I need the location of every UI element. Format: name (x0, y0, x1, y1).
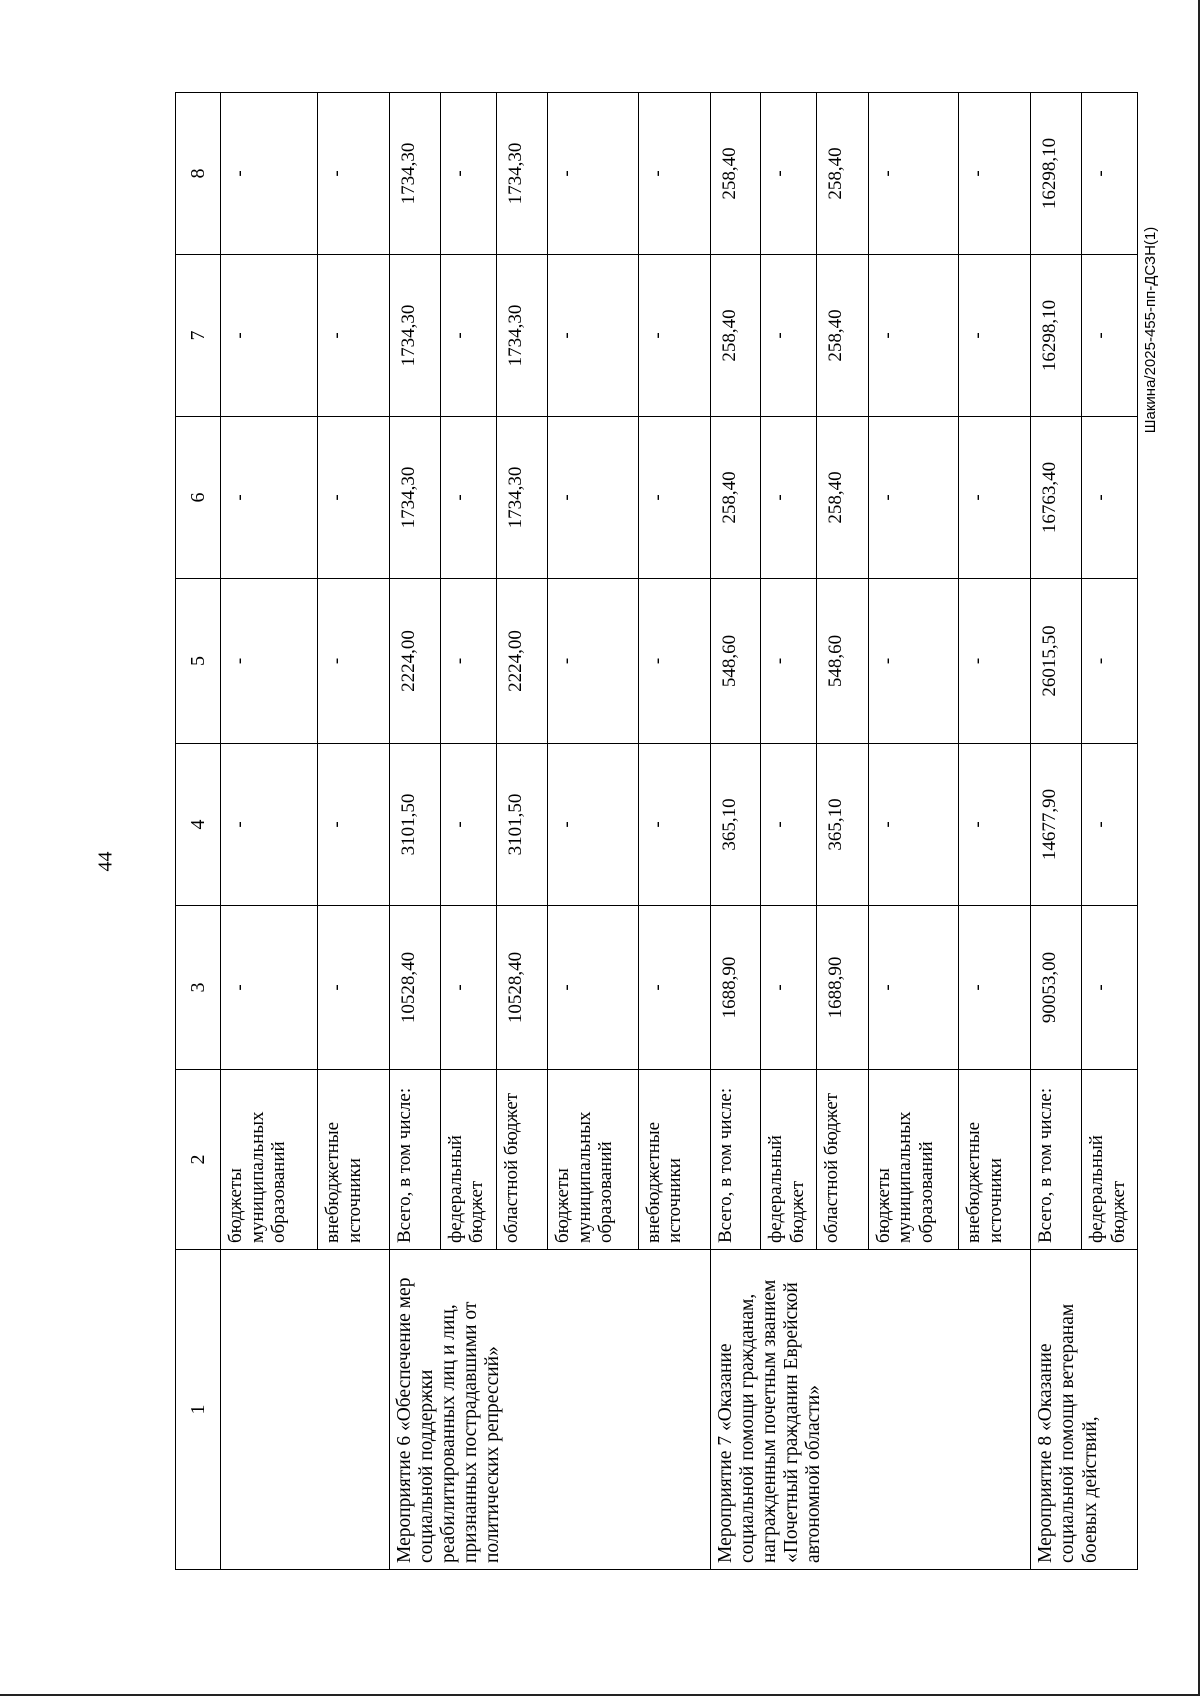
measure-cell: Мероприятие 8 «Оказание социальной помощи ветеранам боевых действий, (1031, 1250, 1138, 1570)
funding-source-cell: бюджеты муниципальных образований (221, 1070, 318, 1250)
value-cell: - (221, 906, 318, 1070)
value-cell: - (318, 255, 390, 417)
value-cell: - (959, 93, 1031, 255)
value-cell: - (440, 906, 496, 1070)
value-cell: - (221, 417, 318, 579)
value-cell: - (221, 744, 318, 906)
value-cell: 1688,90 (817, 906, 869, 1070)
value-cell: - (868, 906, 958, 1070)
value-cell: 365,10 (817, 744, 869, 906)
value-cell: - (318, 93, 390, 255)
value-cell: - (548, 255, 638, 417)
value-cell: - (318, 906, 390, 1070)
value-cell: 548,60 (817, 579, 869, 744)
value-cell: - (959, 744, 1031, 906)
value-cell: 365,10 (710, 744, 761, 906)
value-cell: - (761, 93, 817, 255)
value-cell: 548,60 (710, 579, 761, 744)
value-cell: 3101,50 (496, 744, 548, 906)
value-cell: 10528,40 (390, 906, 441, 1070)
value-cell: 1734,30 (390, 417, 441, 579)
value-cell: - (221, 93, 318, 255)
header-cell: 8 (176, 93, 221, 255)
value-cell: - (638, 579, 710, 744)
value-cell: 1734,30 (496, 417, 548, 579)
page-number: 44 (94, 851, 117, 872)
value-cell: - (638, 255, 710, 417)
value-cell: 2224,00 (496, 579, 548, 744)
measure-cell: Мероприятие 6 «Обеспечение мер социальной поддержки реабилитированных лиц и лиц, признанных пострадавшими от политических репрессий» (390, 1250, 711, 1570)
value-cell: - (221, 579, 318, 744)
value-cell: - (1082, 906, 1138, 1070)
value-cell: - (440, 744, 496, 906)
header-cell: 5 (176, 579, 221, 744)
value-cell: - (638, 417, 710, 579)
value-cell: - (868, 93, 958, 255)
value-cell: 258,40 (817, 93, 869, 255)
value-cell: - (548, 93, 638, 255)
value-cell: - (868, 255, 958, 417)
value-cell: 1734,30 (496, 255, 548, 417)
value-cell: 26015,50 (1031, 579, 1082, 744)
value-cell: - (1082, 93, 1138, 255)
value-cell: - (221, 255, 318, 417)
value-cell: 258,40 (710, 255, 761, 417)
funding-source-cell: внебюджетные источники (638, 1070, 710, 1250)
value-cell: - (548, 417, 638, 579)
value-cell: 16298,10 (1031, 255, 1082, 417)
value-cell: 1688,90 (710, 906, 761, 1070)
value-cell: - (638, 744, 710, 906)
value-cell: - (1082, 417, 1138, 579)
value-cell: - (548, 906, 638, 1070)
measure-cell: Мероприятие 7 «Оказание социальной помощи гражданам, награжденным почетным званием «Почетный гражданин Еврейской автономной области» (710, 1250, 1031, 1570)
value-cell: 3101,50 (390, 744, 441, 906)
funding-source-cell: Всего, в том числе: (390, 1070, 441, 1250)
table-row (710, 93, 761, 1570)
value-cell: - (318, 417, 390, 579)
funding-source-cell: бюджеты муниципальных образований (868, 1070, 958, 1250)
value-cell: - (440, 579, 496, 744)
document-code: Шакина/2025-455-пп-ДСЗН(1) (1142, 226, 1159, 434)
value-cell: - (868, 417, 958, 579)
value-cell: - (548, 744, 638, 906)
value-cell: - (318, 744, 390, 906)
value-cell: - (440, 93, 496, 255)
table-row (221, 93, 318, 1570)
value-cell: 1734,30 (496, 93, 548, 255)
value-cell: 16763,40 (1031, 417, 1082, 579)
value-cell: - (959, 255, 1031, 417)
funding-source-cell: федеральный бюджет (761, 1070, 817, 1250)
funding-source-cell: федеральный бюджет (1082, 1070, 1138, 1250)
value-cell: 1734,30 (390, 255, 441, 417)
funding-source-cell: областной бюджет (817, 1070, 869, 1250)
header-cell: 1 (176, 1250, 221, 1570)
measure-cell (221, 1250, 390, 1570)
funding-source-cell: бюджеты муниципальных образований (548, 1070, 638, 1250)
value-cell: 90053,00 (1031, 906, 1082, 1070)
value-cell: - (761, 744, 817, 906)
funding-source-cell: областной бюджет (496, 1070, 548, 1250)
table-row (1031, 93, 1082, 1570)
value-cell: - (959, 417, 1031, 579)
value-cell: - (868, 579, 958, 744)
funding-source-cell: федеральный бюджет (440, 1070, 496, 1250)
value-cell: 16298,10 (1031, 93, 1082, 255)
funding-source-cell: Всего, в том числе: (710, 1070, 761, 1250)
value-cell: - (868, 744, 958, 906)
value-cell: 10528,40 (496, 906, 548, 1070)
value-cell: - (548, 579, 638, 744)
value-cell: - (638, 93, 710, 255)
value-cell: - (761, 906, 817, 1070)
value-cell: - (440, 417, 496, 579)
header-row (176, 93, 221, 1570)
value-cell: - (1082, 579, 1138, 744)
table-row (390, 93, 441, 1570)
value-cell: 14677,90 (1031, 744, 1082, 906)
value-cell: - (638, 906, 710, 1070)
value-cell: 258,40 (710, 93, 761, 255)
value-cell: - (761, 255, 817, 417)
header-cell: 3 (176, 906, 221, 1070)
rotated-table-container (175, 93, 1138, 1570)
value-cell: 258,40 (817, 417, 869, 579)
value-cell: - (1082, 255, 1138, 417)
header-cell: 7 (176, 255, 221, 417)
value-cell: - (440, 255, 496, 417)
budget-table (175, 92, 1138, 1570)
header-cell: 6 (176, 417, 221, 579)
value-cell: - (959, 579, 1031, 744)
funding-source-cell: Всего, в том числе: (1031, 1070, 1082, 1250)
value-cell: - (761, 579, 817, 744)
funding-source-cell: внебюджетные источники (318, 1070, 390, 1250)
value-cell: 1734,30 (390, 93, 441, 255)
funding-source-cell: внебюджетные источники (959, 1070, 1031, 1250)
value-cell: 258,40 (710, 417, 761, 579)
value-cell: - (761, 417, 817, 579)
header-cell: 4 (176, 744, 221, 906)
value-cell: - (318, 579, 390, 744)
value-cell: 258,40 (817, 255, 869, 417)
value-cell: - (1082, 744, 1138, 906)
value-cell: - (959, 906, 1031, 1070)
header-cell: 2 (176, 1070, 221, 1250)
value-cell: 2224,00 (390, 579, 441, 744)
